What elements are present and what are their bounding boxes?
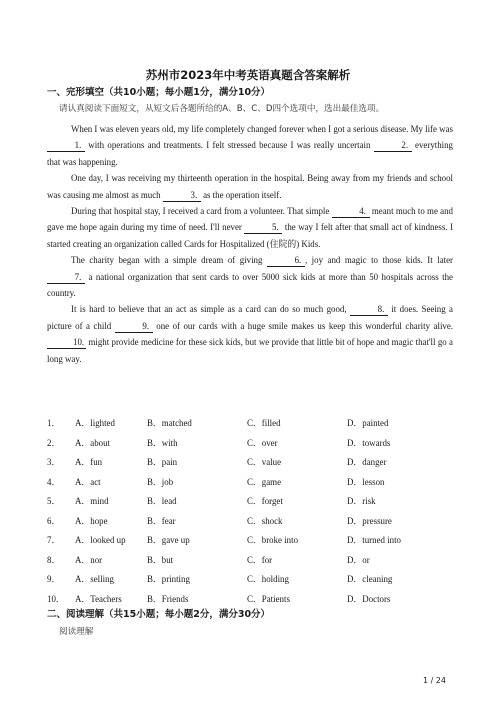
cloze-passage bbox=[47, 121, 453, 367]
passage-text: one of our cards with a huge smile makes us keep this wonderful charity alive. bbox=[152, 320, 454, 331]
option-a: A．mind bbox=[75, 496, 109, 507]
blank-4: 4. bbox=[332, 206, 370, 218]
option-c: C．broke into bbox=[247, 535, 299, 546]
question-number: 2． bbox=[47, 437, 61, 448]
option-b: B．but bbox=[147, 554, 174, 565]
option-d: D．Doctors bbox=[347, 593, 391, 604]
question-number: 3． bbox=[47, 457, 61, 468]
blank-7: 7. bbox=[47, 272, 85, 284]
option-b: B．matched bbox=[147, 418, 192, 429]
option-row bbox=[47, 511, 467, 531]
option-b: B．lead bbox=[147, 496, 177, 507]
passage-text: When I was eleven years old, my life completely changed forever when I got a serious disease. My life was bbox=[71, 124, 453, 134]
option-b: B．fear bbox=[147, 515, 176, 526]
passage-text: everything that was happening. bbox=[47, 140, 453, 167]
option-d: D．painted bbox=[347, 418, 389, 429]
option-b: B．pain bbox=[147, 457, 178, 468]
blank-9: 9. bbox=[115, 321, 153, 333]
passage-text: with operations and treatments. I felt stressed because I was really uncertain bbox=[85, 140, 374, 151]
option-d: D．or bbox=[347, 554, 370, 565]
question-number: 1． bbox=[47, 418, 61, 429]
blank-10: 10. bbox=[47, 337, 86, 349]
option-a: A．Teachers bbox=[75, 593, 122, 604]
option-a: A．hope bbox=[75, 515, 108, 526]
option-d: D．towards bbox=[347, 437, 391, 448]
option-d: D．pressure bbox=[347, 515, 392, 526]
option-c: C．shock bbox=[247, 515, 283, 526]
option-a: A．looked up bbox=[75, 535, 126, 546]
option-row bbox=[47, 530, 467, 550]
option-d: D．lesson bbox=[347, 476, 385, 487]
option-row bbox=[47, 550, 467, 570]
option-row bbox=[47, 472, 467, 492]
options-table bbox=[47, 413, 467, 608]
option-c: C．forget bbox=[247, 496, 283, 507]
option-row bbox=[47, 452, 467, 472]
passage-text: a national organization that sent cards to over 5000 sick kids at more than 50 hospitals across the country. bbox=[47, 271, 453, 299]
page-number: 1 / 24 bbox=[422, 676, 446, 685]
blank-6: 6. bbox=[267, 255, 305, 267]
option-b: B．job bbox=[147, 476, 174, 487]
option-a: A．act bbox=[75, 476, 101, 487]
question-number: 5． bbox=[47, 496, 61, 507]
paragraph-4 bbox=[47, 252, 453, 301]
blank-5: 5. bbox=[244, 222, 282, 234]
passage-text: , joy and magic to those kids. It later bbox=[304, 255, 453, 266]
blank-3: 3. bbox=[163, 190, 201, 202]
option-c: C．over bbox=[247, 437, 278, 448]
paragraph-3 bbox=[47, 203, 453, 252]
question-number: 9． bbox=[47, 574, 61, 585]
option-d: D．cleaning bbox=[347, 574, 393, 585]
option-b: B．printing bbox=[147, 574, 190, 585]
option-c: C．value bbox=[247, 457, 282, 468]
passage-text: During that hospital stay, I received a card from a volunteer. That simple bbox=[71, 206, 332, 217]
option-row bbox=[47, 413, 467, 433]
passage-text: One day, I was receiving my thirteenth operation in the hospital. Being away from my friends and school was causing me almost as much bbox=[47, 173, 453, 200]
option-b: B．Friends bbox=[147, 593, 189, 604]
page-title: 苏州市2023年中考英语真题含答案解析 bbox=[145, 68, 351, 82]
option-c: C．game bbox=[247, 476, 282, 487]
blank-2: 2. bbox=[374, 140, 412, 152]
question-number: 4． bbox=[47, 476, 61, 487]
blank-1: 1. bbox=[47, 140, 85, 152]
option-a: A．about bbox=[75, 437, 111, 448]
option-a: A．nor bbox=[75, 554, 103, 565]
option-a: A．selling bbox=[75, 574, 114, 585]
option-b: B．with bbox=[147, 437, 178, 448]
option-row bbox=[47, 491, 467, 511]
option-a: A．fun bbox=[75, 457, 103, 468]
option-c: C．filled bbox=[247, 418, 281, 429]
passage-text: It is hard to believe that an act as simple as a card can do so much good, bbox=[71, 304, 350, 315]
option-row bbox=[47, 433, 467, 453]
passage-text: might provide medicine for these sick kids, but we provide that little bit of hope and magic that'll go a long way. bbox=[47, 337, 453, 364]
option-d: D．turned into bbox=[347, 535, 401, 546]
option-b: B．gave up bbox=[147, 535, 190, 546]
option-d: D．danger bbox=[347, 457, 387, 468]
question-number: 8． bbox=[47, 554, 61, 565]
question-number: 10． bbox=[47, 593, 65, 604]
passage-text: The charity began with a simple dream of giving bbox=[71, 255, 267, 266]
option-c: C．holding bbox=[247, 574, 289, 585]
cloze-instruction: 请认真阅读下面短文，从短文后各题所给的A、B、C、D四个选项中，选出最佳选项。 bbox=[59, 104, 385, 114]
question-number: 6． bbox=[47, 515, 61, 526]
option-c: C．Patients bbox=[247, 593, 290, 604]
passage-text: meant much to me and gave me hope again during my time of need. I'll never bbox=[47, 206, 453, 233]
blank-8: 8. bbox=[350, 304, 388, 316]
passage-text: the way I felt after that small act of kindness. I started creating an organization called Cards for Hospitalized (住院的) Kids. bbox=[47, 222, 453, 249]
passage-text: as the operation itself. bbox=[200, 189, 282, 200]
paragraph-2 bbox=[47, 170, 453, 203]
section-heading-reading: 二、阅读理解（共15小题；每小题2分，满分30分） bbox=[47, 609, 271, 620]
option-c: C．for bbox=[247, 554, 273, 565]
section-heading-cloze: 一、完形填空（共10小题；每小题1分，满分10分） bbox=[47, 87, 271, 98]
paragraph-1 bbox=[47, 121, 453, 170]
option-d: D．risk bbox=[347, 496, 376, 507]
option-a: A．lighted bbox=[75, 418, 115, 429]
reading-subheading: 阅读理解 bbox=[59, 627, 94, 637]
option-row bbox=[47, 569, 467, 589]
question-number: 7． bbox=[47, 535, 61, 546]
passage-text: it does. Seeing a picture of a child bbox=[47, 304, 453, 331]
paragraph-5 bbox=[47, 301, 453, 367]
